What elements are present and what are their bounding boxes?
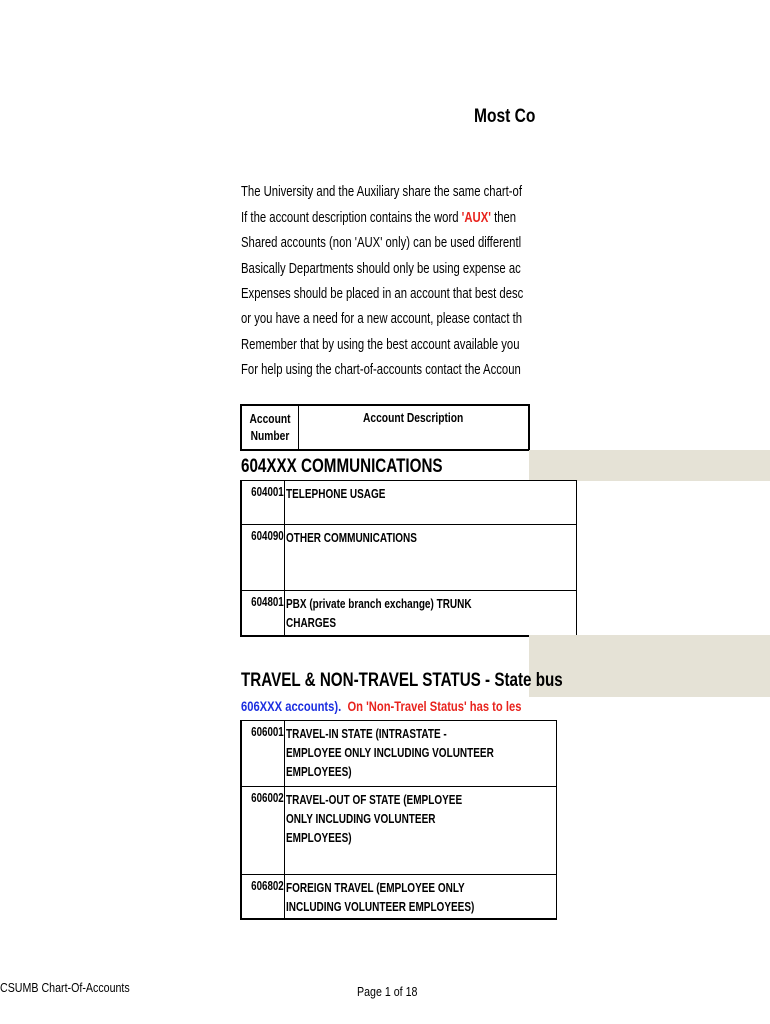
travel-table — [240, 720, 557, 920]
account-number: 606002 — [241, 787, 284, 875]
intro-line: or you have a need for a new account, please contact th — [241, 311, 523, 327]
account-description: TRAVEL-IN STATE (INTRASTATE - EMPLOYEE ONLY INCLUDING VOLUNTEER EMPLOYEES) — [284, 721, 556, 787]
table-row — [241, 525, 576, 591]
account-description: TELEPHONE USAGE — [284, 481, 576, 525]
section-heading-communications: 604XXX COMMUNICATIONS — [241, 456, 443, 477]
intro-line: The University and the Auxiliary share the same chart-of — [241, 184, 522, 200]
page-title: Most Co — [474, 106, 536, 127]
account-number: 606001 — [241, 721, 284, 787]
communications-table — [240, 480, 577, 637]
footer-page-number: Page 1 of 18 — [357, 984, 418, 999]
section-subheading: 606XXX accounts). On 'Non-Travel Status' has to les — [241, 698, 522, 714]
header-account-description: Account Description — [299, 405, 530, 450]
table-row — [241, 481, 576, 525]
intro-line: Remember that by using the best account available you — [241, 337, 520, 353]
account-number: 606802 — [241, 875, 284, 919]
intro-paragraph — [241, 181, 529, 386]
aux-keyword: 'AUX' — [461, 210, 491, 226]
travel-section-heading — [241, 670, 563, 720]
intro-line: If the account description contains the word 'AUX' then — [241, 210, 517, 226]
intro-line: Basically Departments should only be using expense ac — [241, 261, 521, 277]
account-description: OTHER COMMUNICATIONS — [284, 525, 576, 591]
intro-line: For help using the chart-of-accounts contact the Accoun — [241, 362, 521, 378]
table-row — [241, 875, 556, 919]
intro-line: Expenses should be placed in an account that best desc — [241, 286, 524, 302]
account-description: PBX (private branch exchange) TRUNK CHARGES — [284, 591, 576, 636]
section-heading-travel: TRAVEL & NON-TRAVEL STATUS - State bus — [241, 670, 563, 691]
intro-line: Shared accounts (non 'AUX' only) can be used differentl — [241, 235, 522, 251]
account-description: TRAVEL-OUT OF STATE (EMPLOYEE ONLY INCLUDING VOLUNTEER EMPLOYEES) — [284, 787, 556, 875]
account-number: 604001 — [241, 481, 284, 525]
table-row — [241, 787, 556, 875]
table-row — [241, 591, 576, 636]
section-band — [529, 450, 770, 481]
account-description: FOREIGN TRAVEL (EMPLOYEE ONLY INCLUDING VOLUNTEER EMPLOYEES) — [284, 875, 556, 919]
table-row — [241, 721, 556, 787]
account-number: 604801 — [241, 591, 284, 636]
header-account-number: Account Number — [241, 405, 299, 450]
account-number: 604090 — [241, 525, 284, 591]
table-header — [240, 404, 530, 451]
footer-document-name: CSUMB Chart-Of-Accounts — [0, 980, 130, 995]
